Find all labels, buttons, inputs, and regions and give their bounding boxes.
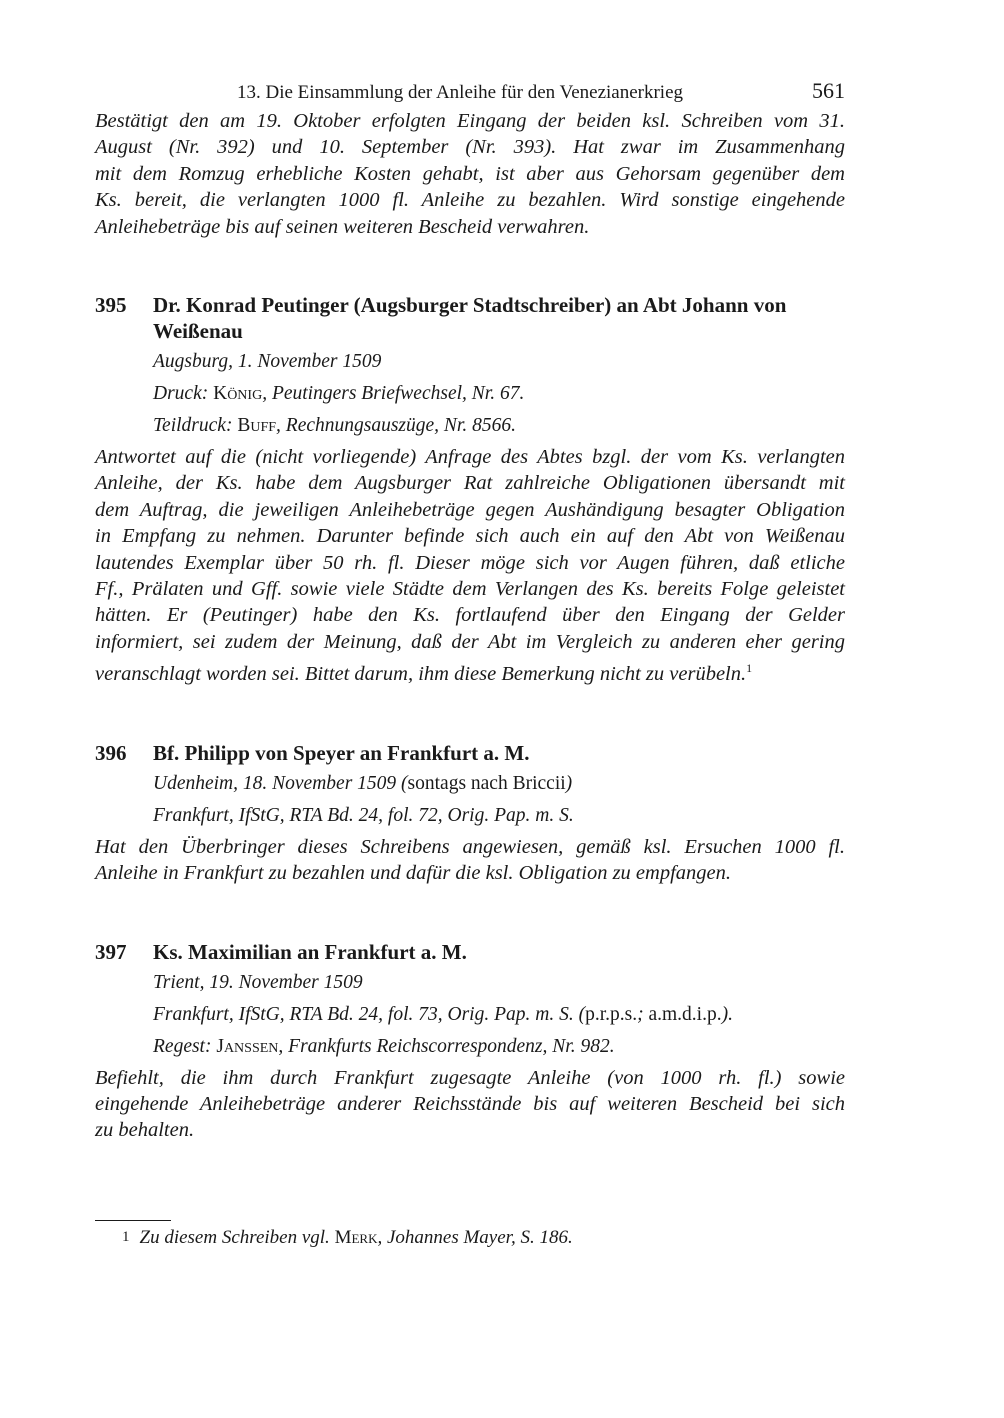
text-line: informiert, sei zudem der Meinung, daß der Abt im Vergleich zu anderen eher gering: [95, 630, 845, 653]
entry-date: [153, 768, 845, 800]
partial-print-reference: [153, 410, 845, 442]
source-abbrev: p.r.p.s.: [585, 1003, 638, 1025]
archive-source: [153, 999, 845, 1031]
text-line: zu behalten.: [95, 1119, 195, 1142]
text-line: eingehende Anleihebeträge anderer Reichsstände bis auf weiteren Bescheid bei sich: [95, 1092, 845, 1115]
text-line: in Empfang zu nehmen. Darunter befinde sich auch ein auf den Abt von Weißenau: [95, 525, 845, 548]
text-line: Anleihebeträge bis auf seinen weiteren Bescheid verwahren.: [95, 215, 590, 238]
entry-395: [95, 292, 845, 688]
author-name: Buff: [237, 415, 277, 437]
source-close: ).: [721, 1003, 733, 1025]
partial-print-label: Teildruck:: [153, 415, 233, 437]
entry-397: [95, 939, 845, 1144]
text-line: Bestätigt den am 19. Oktober erfolgten Eingang der beiden ksl. Schreiben vom 31.: [95, 110, 845, 132]
footnote-prefix: Zu diesem Schreiben vgl.: [139, 1227, 330, 1248]
entry-title: Dr. Konrad Peutinger (Augsburger Stadtschreiber) an Abt Johann von Weißenau: [153, 293, 787, 344]
regest-label: Regest:: [153, 1035, 212, 1057]
entry-meta: [153, 967, 845, 1063]
entry-title: Ks. Maximilian an Frankfurt a. M.: [153, 939, 467, 964]
entry-396: [95, 740, 845, 887]
text-line: Befiehlt, die ihm durch Frankfurt zugesagte Anleihe (von 1000 rh. fl.) sowie: [95, 1066, 845, 1089]
entry-title: Bf. Philipp von Speyer an Frankfurt a. M.: [153, 740, 530, 765]
author-name: König: [213, 383, 263, 405]
entry-summary: [95, 834, 845, 887]
intro-paragraph: [95, 108, 845, 240]
partial-print-citation: , Rechnungsauszüge, Nr. 8566.: [276, 415, 516, 437]
entry-number: 396: [95, 740, 127, 765]
source-separator: ;: [637, 1003, 644, 1025]
text-line: Ff., Prälaten und Gff. sowie viele Städte dem Verlangen des Ks. bereits Folge geleistet: [95, 578, 845, 601]
regest-citation: , Frankfurts Reichscorrespondenz, Nr. 982.: [278, 1035, 615, 1057]
footnote-citation: , Johannes Mayer, S. 186.: [377, 1227, 573, 1248]
source-text: Frankfurt, IfStG, RTA Bd. 24, fol. 73, Orig. Pap. m. S. (: [153, 1003, 586, 1025]
running-title: 13. Die Einsammlung der Anleihe für den Venezianerkrieg: [237, 82, 684, 103]
text-line: Antwortet auf die (nicht vorliegende) Anfrage des Abtes bzgl. der vom Ks. verlangten: [95, 446, 845, 469]
entry-summary: [95, 444, 845, 688]
print-label: Druck:: [153, 383, 209, 405]
page-body: [95, 78, 845, 1144]
footnote-reference[interactable]: 1: [746, 661, 753, 676]
text-line-content: veranschlagt worden sei. Bittet darum, ihm diese Bemerkung nicht zu verübeln.: [95, 663, 747, 686]
text-line: Hat den Überbringer dieses Schreibens angewiesen, gemäß ksl. Ersuchen 1000 fl.: [95, 835, 845, 858]
date-close: ): [565, 772, 573, 794]
author-name: Merk: [334, 1227, 378, 1248]
entry-date: Augsburg, 1. November 1509: [153, 351, 382, 373]
archive-source: Frankfurt, IfStG, RTA Bd. 24, fol. 72, Orig. Pap. m. S.: [153, 804, 574, 826]
print-citation: , Peutingers Briefwechsel, Nr. 67.: [262, 383, 525, 405]
date-feast: sontags nach Briccii: [407, 772, 566, 794]
footnote-divider: [95, 1220, 171, 1221]
entry-meta: [153, 346, 845, 442]
footnote-number: 1: [122, 1229, 130, 1245]
entry-summary: [95, 1065, 845, 1144]
author-name: Janssen: [216, 1035, 279, 1057]
regest-reference: [153, 1031, 845, 1063]
text-line: mit dem Romzug erhebliche Kosten gehabt, ist aber aus Gehorsam gegenüber dem: [95, 162, 845, 185]
source-abbrev: a.m.d.i.p.: [648, 1003, 722, 1025]
text-line: dem Auftrag, die jeweiligen Anleihebeträge gegen Aushändigung besagter Obligation: [95, 498, 845, 521]
footnote: [122, 1227, 573, 1249]
page-number: 561: [812, 78, 845, 103]
text-line: Anleihe in Frankfurt zu bezahlen und dafür die ksl. Obligation zu empfangen.: [95, 862, 732, 885]
text-line: August (Nr. 392) und 10. September (Nr. 393). Hat zwar im Zusammenhang: [95, 136, 845, 159]
entry-number: 397: [95, 939, 127, 964]
text-line: [95, 655, 845, 687]
entry-date: Trient, 19. November 1509: [153, 971, 363, 993]
entry-meta: [153, 768, 845, 832]
print-reference: [153, 378, 845, 410]
text-line: Ks. bereit, die verlangten 1000 fl. Anleihe zu bezahlen. Wird sonstige eingehende: [95, 189, 845, 212]
text-line: Anleihe, der Ks. habe dem Augsburger Rat zahlreiche Obligationen übersandt mit: [95, 472, 845, 495]
entry-heading: [95, 939, 845, 965]
text-line: lautendes Exemplar über 50 rh. fl. Dieser möge sich vor Augen führen, daß etliche: [95, 551, 845, 574]
running-head: [95, 78, 845, 108]
entry-number: 395: [95, 293, 127, 318]
text-line: hätten. Er (Peutinger) habe den Ks. fortlaufend über den Eingang der Gelder: [95, 604, 845, 627]
entry-heading: [95, 292, 845, 344]
entry-heading: [95, 740, 845, 766]
date-text: Udenheim, 18. November 1509 (: [153, 772, 408, 794]
